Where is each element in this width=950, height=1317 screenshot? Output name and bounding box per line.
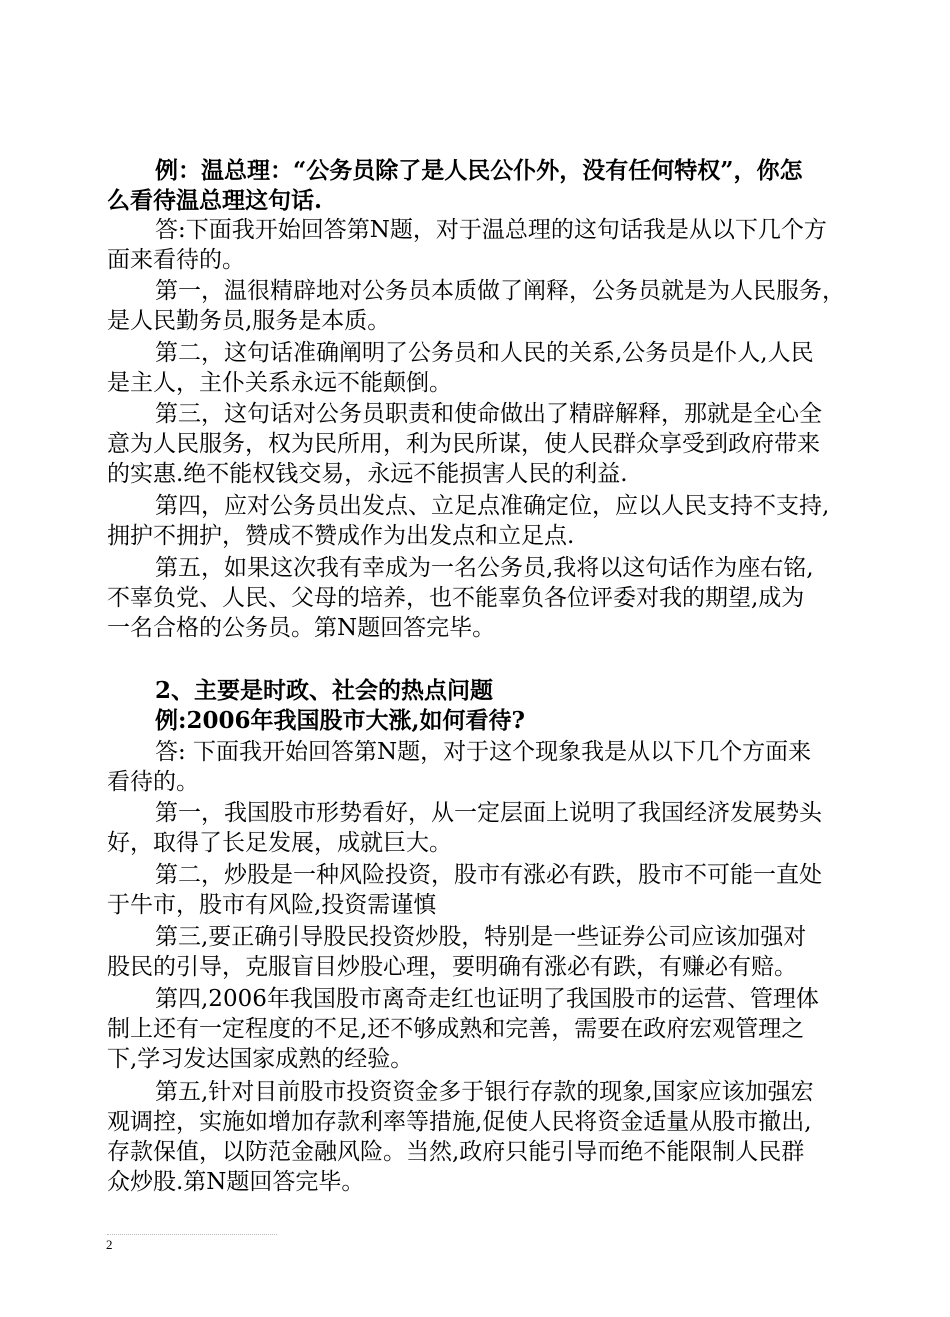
paragraph-line: 第一，我国股市形势看好，从一定层面上说明了我国经济发展势头 — [155, 800, 822, 826]
paragraph-line: 第二，炒股是一种风险投资，股市有涨必有跌，股市不可能一直处 — [155, 862, 822, 888]
question-text: 例:2006年我国股市大涨,如何看待? — [155, 707, 525, 734]
paragraph-line: 制上还有一定程度的不足,还不够成熟和完善，需要在政府宏观管理之 — [107, 1016, 805, 1042]
paragraph-line: 第四，应对公务员出发点、立足点准确定位，应以人民支持不支持, — [155, 493, 830, 519]
paragraph-line: 第四,2006年我国股市离奇走红也证明了我国股市的运营、管理体 — [155, 986, 819, 1012]
section-heading: 2、主要是时政、社会的热点问题 — [155, 677, 494, 704]
paragraph-line: 面来看待的。 — [107, 247, 245, 273]
paragraph-line: 第三,要正确引导股民投资炒股，特别是一些证券公司应该加强对 — [155, 924, 807, 950]
paragraph-line: 拥护不拥护，赞成不赞成作为出发点和立足点. — [107, 523, 575, 549]
page-number: 2 — [106, 1237, 113, 1252]
paragraph-line: 不辜负党、人民、父母的培养，也不能辜负各位评委对我的期望,成为 — [107, 585, 805, 611]
paragraph-line: 意为人民服务，权为民所用，利为民所谋，使人民群众享受到政府带来 — [107, 431, 820, 457]
paragraph-line: 存款保值，以防范金融风险。当然,政府只能引导而绝不能限制人民群 — [107, 1139, 805, 1165]
paragraph-line: 第三，这句话对公务员职责和使命做出了精辟解释，那就是全心全 — [155, 401, 822, 427]
paragraph-line: 一名合格的公务员。第N题回答完毕。 — [107, 615, 496, 641]
paragraph-line: 是人民勤务员,服务是本质。 — [107, 308, 391, 334]
paragraph-line: 第五,针对目前股市投资资金多于银行存款的现象,国家应该加强宏 — [155, 1079, 814, 1105]
paragraph-line: 第五，如果这次我有幸成为一名公务员,我将以这句话作为座右铭, — [155, 555, 814, 581]
paragraph-line: 第二，这句话准确阐明了公务员和人民的关系,公务员是仆人,人民 — [155, 340, 814, 366]
question-text: 例：温总理：“公务员除了是人民公仆外，没有任何特权”，你怎 — [155, 157, 803, 184]
question-text: 么看待温总理这句话. — [107, 187, 323, 214]
paragraph-line: 答:下面我开始回答第N题，对于温总理的这句话我是从以下几个方 — [155, 217, 827, 243]
paragraph-line: 于牛市，股市有风险,投资需谨慎 — [107, 892, 437, 918]
paragraph-line: 下,学习发达国家成熟的经验。 — [107, 1046, 414, 1072]
paragraph-line: 第一，温很精辟地对公务员本质做了阐释，公务员就是为人民服务， — [155, 278, 845, 304]
paragraph-line: 看待的。 — [107, 769, 199, 795]
paragraph-line: 答: 下面我开始回答第N题，对于这个现象我是从以下几个方面来 — [155, 739, 812, 765]
paragraph-line: 好，取得了长足发展，成就巨大。 — [107, 830, 452, 856]
paragraph-line: 的实惠.绝不能权钱交易，永远不能损害人民的利益. — [107, 461, 628, 487]
paragraph-line: 是主人，主仆关系永远不能颠倒。 — [107, 370, 452, 396]
footer-divider — [107, 1234, 277, 1235]
paragraph-line: 观调控，实施如增加存款利率等措施,促使人民将资金适量从股市撤出, — [107, 1109, 812, 1135]
paragraph-line: 股民的引导，克服盲目炒股心理，要明确有涨必有跌，有赚必有赔。 — [107, 954, 797, 980]
paragraph-line: 众炒股.第N题回答完毕。 — [107, 1169, 365, 1195]
